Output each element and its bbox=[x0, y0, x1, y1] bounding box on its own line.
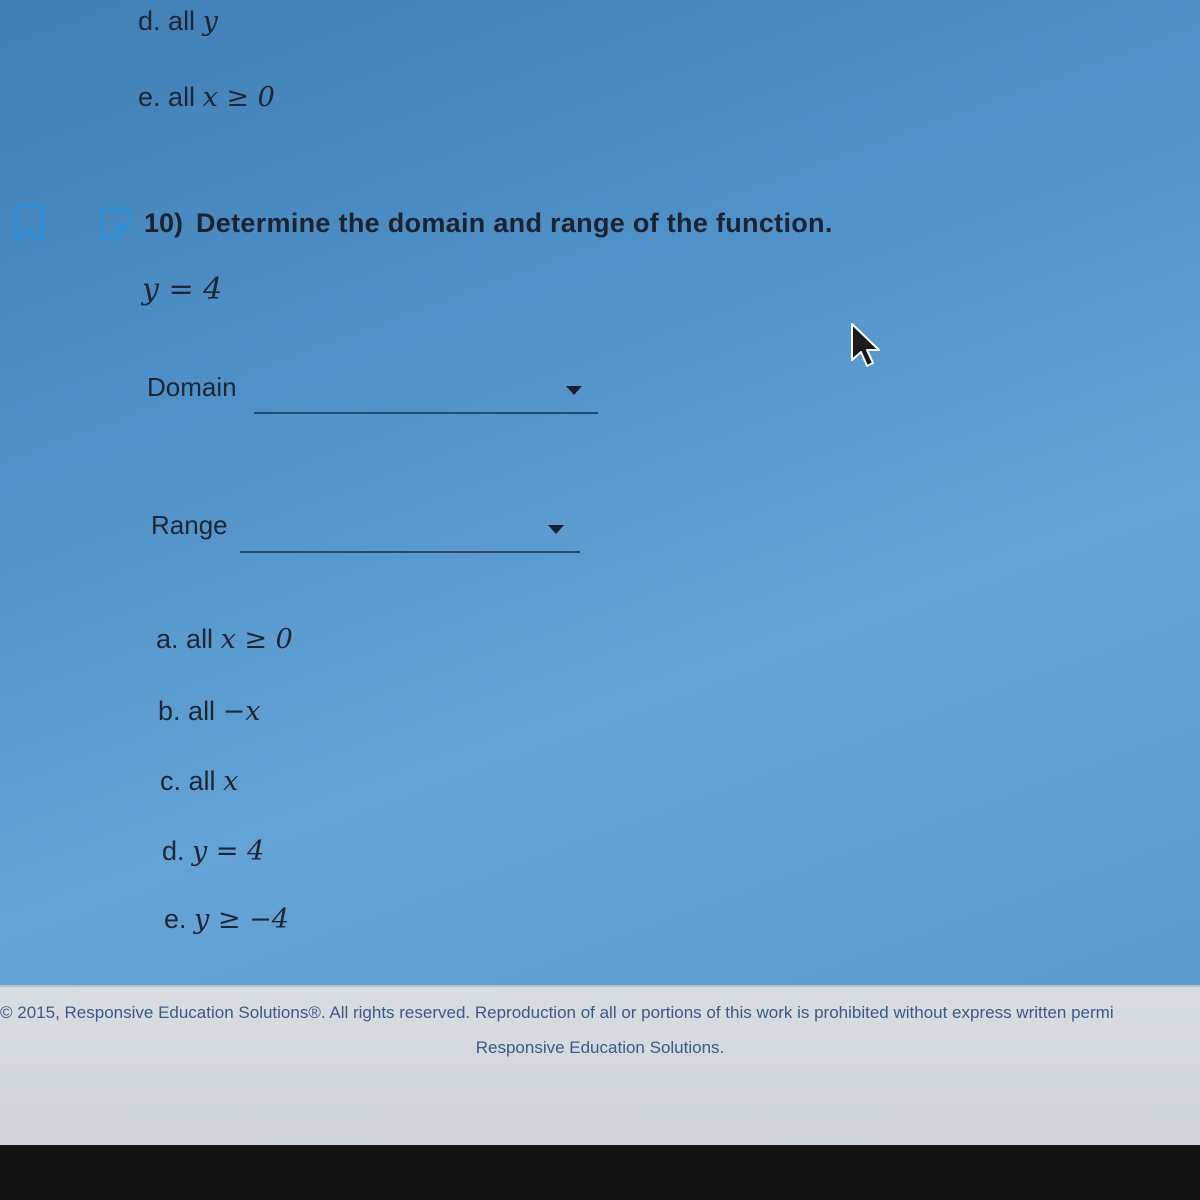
question-number: 10) bbox=[144, 208, 184, 238]
choice-prefix: all bbox=[188, 766, 216, 796]
arrow-cursor-icon bbox=[850, 322, 882, 370]
choice-prefix: all bbox=[168, 82, 196, 112]
page-footer bbox=[0, 985, 1200, 1147]
previous-choice-d[interactable] bbox=[138, 6, 218, 37]
range-select[interactable] bbox=[240, 515, 580, 553]
choice-math: x bbox=[223, 766, 239, 797]
choice-letter: a. bbox=[156, 624, 179, 654]
copyright-text: © 2015, Responsive Education Solutions®. All rights reserved. Reproduction of all or portions of this work is prohibited without express written permi bbox=[0, 1003, 1114, 1022]
monitor-bezel bbox=[0, 1145, 1200, 1200]
choice-math: x ≥ 0 bbox=[220, 624, 293, 655]
function-equation: y = 4 bbox=[142, 272, 223, 307]
choice-prefix: all bbox=[188, 696, 216, 726]
previous-choice-e[interactable] bbox=[138, 82, 275, 113]
choice-letter: c. bbox=[160, 766, 182, 796]
choice-math: y = 4 bbox=[192, 836, 265, 867]
domain-select[interactable] bbox=[254, 376, 598, 414]
choice-math: y bbox=[202, 6, 218, 37]
question-header bbox=[12, 200, 1012, 250]
choice-prefix: all bbox=[168, 6, 196, 36]
range-label: Range bbox=[151, 510, 228, 540]
dropdown-arrow-icon[interactable] bbox=[548, 525, 564, 534]
choice-letter: b. bbox=[158, 696, 181, 726]
choice-b[interactable] bbox=[158, 696, 260, 727]
choice-a[interactable] bbox=[156, 624, 293, 655]
choice-math: x ≥ 0 bbox=[202, 82, 275, 113]
bookmark-icon[interactable] bbox=[12, 204, 46, 244]
choice-prefix: all bbox=[186, 624, 214, 654]
choice-math: −x bbox=[222, 696, 261, 727]
company-name: Responsive Education Solutions. bbox=[475, 1038, 725, 1057]
flag-box-icon[interactable] bbox=[98, 206, 132, 240]
choice-letter: d. bbox=[162, 836, 185, 866]
dropdown-arrow-icon[interactable] bbox=[566, 386, 582, 395]
choice-e[interactable] bbox=[164, 904, 289, 935]
question-text: Determine the domain and range of the function. bbox=[196, 208, 833, 238]
domain-label: Domain bbox=[147, 372, 237, 402]
choice-letter: e. bbox=[138, 82, 161, 112]
choice-d[interactable] bbox=[162, 836, 264, 867]
choice-c[interactable] bbox=[160, 766, 238, 797]
choice-letter: d. bbox=[138, 6, 161, 36]
choice-math: y ≥ −4 bbox=[194, 904, 289, 935]
choice-letter: e. bbox=[164, 904, 187, 934]
